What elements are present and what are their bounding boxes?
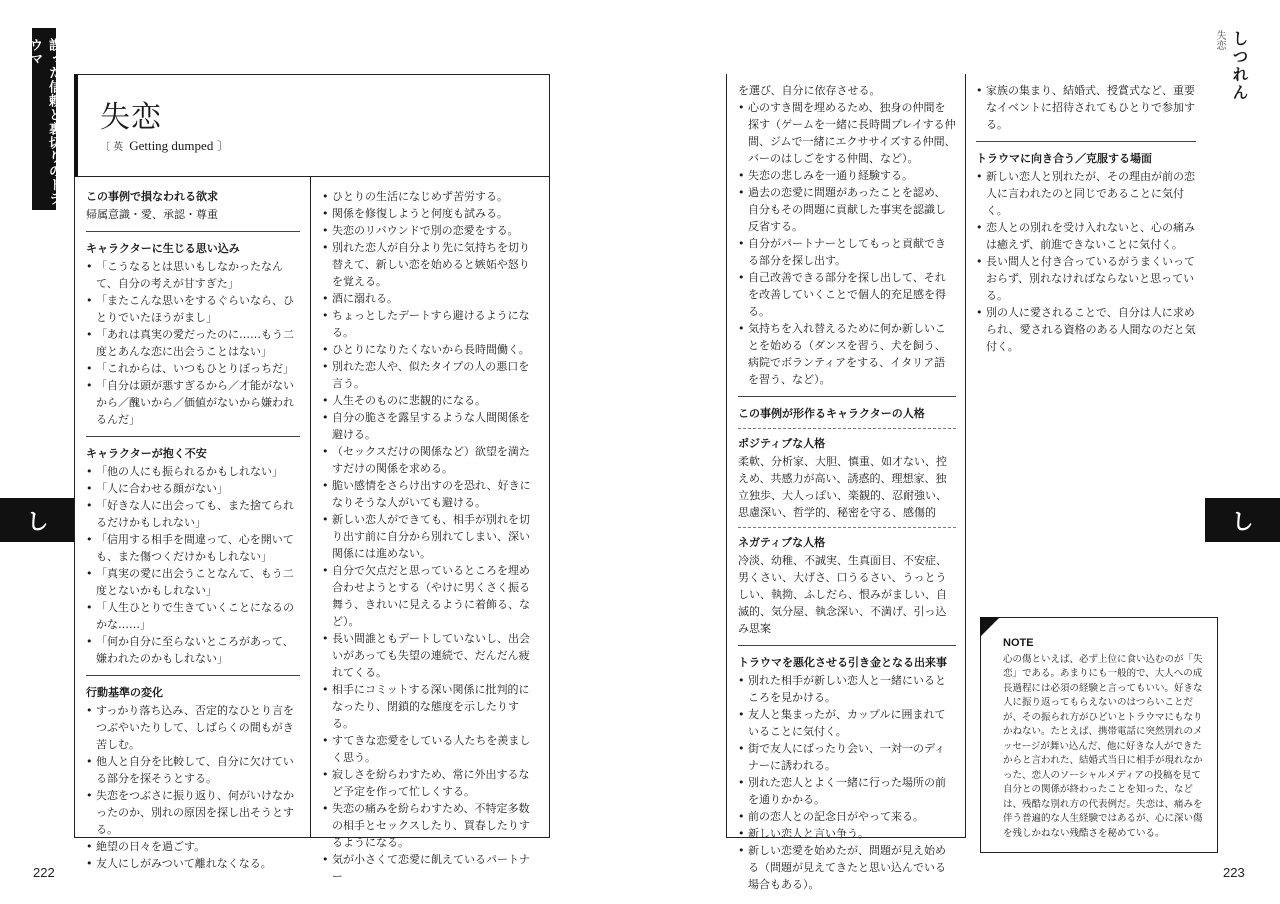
list-item: • すっかり落ち込み、否定的なひとり言をつぶやいたりして、しばらくの間もがき苦しむ。 <box>86 702 300 753</box>
list-item: • 失恋の悲しみを一通り経験する。 <box>738 167 956 184</box>
list-item: • 家族の集まり、結婚式、授賞式など、重要なイベントに招待されてもひとりで参加する。 <box>976 82 1196 133</box>
list-item: • 気持ちを入れ替えるために何か新しいことを始める（ダンスを習う、犬を飼う、病院でボランティアをする、イタリア語を習う、など）。 <box>738 320 956 388</box>
list-item: • 自分の脆さを露呈するような人間関係を避ける。 <box>322 409 540 443</box>
list-item: • ひとりの生活になじめず苦労する。 <box>322 188 540 205</box>
list-item: • 友人にしがみついて離れなくなる。 <box>86 855 300 872</box>
divider <box>738 645 956 646</box>
list-item: • 前の恋人との記念日がやって来る。 <box>738 808 956 825</box>
list-item: • 「またこんな思いをするぐらいなら、ひとりでいたほうがまし」 <box>86 292 300 326</box>
list-item: • 新しい恋愛を始めたが、問題が見え始める（問題が見えてきたと思い込んでいる場合もある）。 <box>738 842 956 893</box>
fears-heading: キャラクターが抱く不安 <box>86 447 207 460</box>
persona-heading: この事例が形作るキャラクターの人格 <box>738 407 925 420</box>
page-header-subtitle: 失恋 <box>1214 30 1225 50</box>
divider <box>976 141 1196 142</box>
index-tab-right: し <box>1205 498 1280 542</box>
page-header-title: しつれん <box>1230 30 1249 102</box>
triggers-heading: トラウマを悪化させる引き金となる出来事 <box>738 656 947 669</box>
title-english <box>100 137 229 154</box>
list-item: • 別の人に愛されることで、自分は人に求められ、愛される資格のある人間なのだと気付く。 <box>976 304 1196 355</box>
list-item: • 長い間人と付き合っているがうまくいっておらず、別れなければならないと思っている。 <box>976 253 1196 304</box>
list-item: • ひとりになりたくないから長時間働く。 <box>322 341 540 358</box>
positive-heading: ポジティブな人格 <box>738 437 826 450</box>
note-text: 心の傷といえば、必ず上位に食い込むのが「失恋」である。あまりにも一般的で、大人への成長過程には必須の経験と言ってもいい。好きな人に振り返ってもらえないのはつらいことだが、その振られ方がひどいとトラウマにもなりかねない。たとえば、携帯電話に突然別れのメッセージが舞い込んだ、他に好きな人ができたからと言われた、結婚式当日に相手が現れなかった、恋人のソーシャルメディアの投稿を見て自分との関係が終わったことを知った、などは、残酷な別れ方の代表例だ。失恋は、痛みを伴う普遍的な人生経験ではあるが、心に深い傷を残しかねない残酷さを秘めている。 <box>1003 653 1203 839</box>
page-number-left: 222 <box>33 865 55 880</box>
changes-list <box>86 702 300 872</box>
list-item: • 「何か自分に至らないところがあって、嫌われたのかもしれない」 <box>86 633 300 667</box>
desire-heading: この事例で損なわれる欲求 <box>86 190 218 203</box>
list-item: • 別れた恋人や、似たタイプの人の悪口を言う。 <box>322 358 540 392</box>
list-item: • 「他の人にも振られるかもしれない」 <box>86 463 300 480</box>
list-item: • 「自分は頭が悪すぎるから／才能がないから／醜いから／価値がないから嫌われるんだ」 <box>86 377 300 428</box>
list-item: • 脆い感情をさらけ出すのを恐れ、好きになりそうな人がいても避ける。 <box>322 477 540 511</box>
list-item: • 絶望の日々を過ごす。 <box>86 838 300 855</box>
left-column-1 <box>86 188 300 872</box>
list-item: • 新しい恋人ができても、相手が別れを切り出す前に自分から別れてしまい、深い関係には進めない。 <box>322 511 540 562</box>
list-item: • すてきな恋愛をしている人たちを羨ましく思う。 <box>322 732 540 766</box>
list-item: • 自己改善できる部分を探し出して、それを改善していくことで個人的充足感を得る。 <box>738 269 956 320</box>
title-en-prefix: 〔 英 <box>100 142 124 153</box>
page-number-right: 223 <box>1223 865 1245 880</box>
list-item: • 「真実の愛に出会うことなんて、もう二度とないかもしれない」 <box>86 565 300 599</box>
behavior-list-continued <box>738 99 956 388</box>
list-item: • 失恋の痛みを紛らわすため、不特定多数の相手とセックスしたり、買春したりするようになる。 <box>322 800 540 851</box>
note-box <box>980 617 1218 853</box>
list-item: • 別れた恋人が自分より先に気持ちを切り替えて、新しい恋を始めると嫉妬や怒りを覚える。 <box>322 239 540 290</box>
list-item: • 心のすき間を埋めるため、独身の仲間を探す（ゲームを一緒に長時間プレイする仲間、ジムで一緒にエクササイズする仲間、バーのはしごをする仲間、など）。 <box>738 99 956 167</box>
list-item: • 「これからは、いつもひとりぼっちだ」 <box>86 360 300 377</box>
positive-text: 柔軟、分析家、大胆、慎重、如才ない、控えめ、共感力が高い、誘惑的、理想家、独立独歩、大人っぽい、楽観的、忍耐強い、思慮深い、哲学的、秘密を守る、感傷的 <box>738 455 947 519</box>
note-heading: NOTE <box>1003 637 1034 649</box>
list-item: • 過去の恋愛に問題があったことを認め、自分もその問題に貢献した事実を認識し反省する。 <box>738 184 956 235</box>
content-frame-right-edge <box>726 74 727 838</box>
list-item: • 新しい恋人と別れたが、その理由が前の恋人に言われたのと同じであることに気付く。 <box>976 168 1196 219</box>
list-item: • 自分がパートナーとしてもっと貢献できる部分を探し出す。 <box>738 235 956 269</box>
title-en-text: Getting dumped <box>129 138 214 153</box>
list-item: • 失恋をつぶさに振り返り、何がいけなかったのか、別れの原因を探し出そうとする。 <box>86 787 300 838</box>
list-item: • 「こうなるとは思いもしなかったなんて、自分の考えが甘すぎた」 <box>86 258 300 292</box>
divider <box>738 396 956 397</box>
overcome-list <box>976 168 1196 355</box>
changes-heading: 行動基準の変化 <box>86 686 163 699</box>
list-item: • 関係を修復しようと何度も試みる。 <box>322 205 540 222</box>
divider <box>86 436 300 437</box>
column-divider-right <box>965 74 966 838</box>
title-en-suffix: 〕 <box>217 139 230 153</box>
right-column-2 <box>976 82 1196 355</box>
list-item: • 別れた恋人とよく一緒に行った場所の前を通りかかる。 <box>738 774 956 808</box>
right-column-1 <box>738 82 956 893</box>
list-item: • 「人生ひとりで生きていくことになるのかな……」 <box>86 599 300 633</box>
list-item: • 「信用する相手を間違って、心を開いても、また傷つくだけかもしれない」 <box>86 531 300 565</box>
list-item: • 相手にコミットする深い関係に批判的になったり、閉鎖的な態度を示したりする。 <box>322 681 540 732</box>
list-item: • ちょっとしたデートすら避けるようになる。 <box>322 307 540 341</box>
list-item: • 気が小さくて恋愛に飢えているパートナー <box>322 851 540 885</box>
triggers-list-continued <box>976 82 1196 133</box>
list-item: • 街で友人にばったり会い、一対一のディナーに誘われる。 <box>738 740 956 774</box>
beliefs-heading: キャラクターに生じる思い込み <box>86 242 240 255</box>
list-item: • 寂しさを紛らわすため、常に外出するなど予定を作って忙しくする。 <box>322 766 540 800</box>
list-item: • 恋人との別れを受け入れないと、心の痛みは癒えず、前進できないことに気付く。 <box>976 219 1196 253</box>
divider <box>86 675 300 676</box>
list-item: • 他人と自分を比較して、自分に欠けている部分を探そうとする。 <box>86 753 300 787</box>
column-divider-left <box>310 177 311 838</box>
beliefs-list <box>86 258 300 428</box>
list-item: • 「人に合わせる顔がない」 <box>86 480 300 497</box>
list-item: • 人生そのものに悲観的になる。 <box>322 392 540 409</box>
list-item: • 失恋のリバウンドで別の恋愛をする。 <box>322 222 540 239</box>
list-item: • 新しい恋人と言い争う。 <box>738 825 956 842</box>
negative-heading: ネガティブな人格 <box>738 536 826 549</box>
dashed-divider <box>738 428 956 429</box>
negative-text: 冷淡、幼稚、不誠実、生真面目、不安症、男くさい、大げさ、口うるさい、うっとうしい、執拗、ふしだら、恨みがましい、自滅的、気分屋、執念深い、不満げ、引っ込み思案 <box>738 554 947 635</box>
overcome-heading: トラウマに向き合う／克服する場面 <box>976 152 1152 165</box>
divider <box>86 231 300 232</box>
list-item: • （セックスだけの関係など）欲望を満たすだけの関係を求める。 <box>322 443 540 477</box>
page-title: 失恋 <box>100 100 162 135</box>
index-tab-left: し <box>0 498 75 542</box>
behavior-list <box>322 188 540 885</box>
list-item: • 長い間誰ともデートしていないし、出会いがあっても失望の連続で、だんだん疲れてくる。 <box>322 630 540 681</box>
dashed-divider <box>738 527 956 528</box>
note-corner-mark <box>980 617 1000 637</box>
list-item: • 自分で欠点だと思っているところを埋め合わせようとする（やけに男くさく振る舞う、きれいに見えるように着飾る、など）。 <box>322 562 540 630</box>
triggers-list <box>738 672 956 893</box>
left-column-2 <box>322 188 540 885</box>
list-item: • 友人と集まったが、カップルに囲まれていることに気付く。 <box>738 706 956 740</box>
section-tab: 誤った信頼と裏切りのトラウマ <box>32 28 56 210</box>
fears-list <box>86 463 300 667</box>
list-item: • 別れた相手が新しい恋人と一緒にいるところを見かける。 <box>738 672 956 706</box>
list-item: • 「あれは真実の愛だったのに……もう二度とあんな恋に出会うことはない」 <box>86 326 300 360</box>
list-item: • 「好きな人に出会っても、また捨てられるだけかもしれない」 <box>86 497 300 531</box>
continued-text: を選び、自分に依存させる。 <box>738 84 881 97</box>
list-item: • 酒に溺れる。 <box>322 290 540 307</box>
desire-text: 帰属意識・愛、承認・尊重 <box>86 208 218 221</box>
